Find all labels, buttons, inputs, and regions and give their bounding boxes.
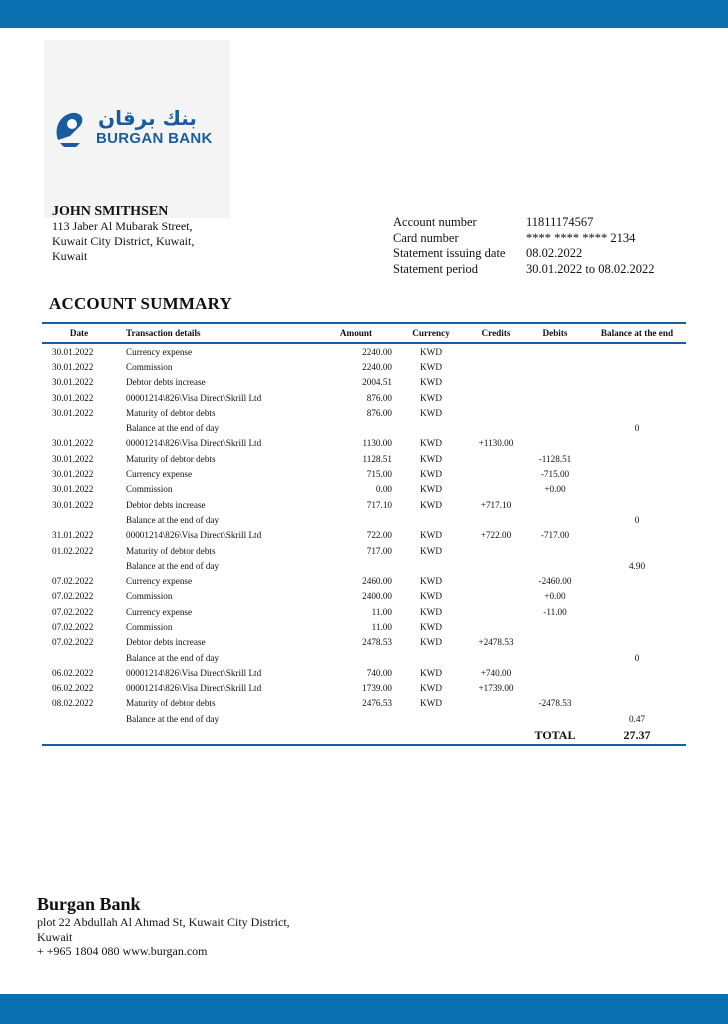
statement-date-label: Statement issuing date bbox=[393, 246, 506, 260]
burgan-bank-logo bbox=[52, 108, 224, 152]
table-row bbox=[42, 451, 686, 466]
cell-details: Debtor debts increase bbox=[126, 499, 206, 510]
cell-balance bbox=[588, 359, 686, 374]
cell-amount: 2478.53 bbox=[362, 637, 392, 648]
footer-bank-name: Burgan Bank bbox=[37, 894, 141, 914]
cell-date: 30.01.2022 bbox=[52, 407, 94, 418]
cell-date: 30.01.2022 bbox=[52, 377, 94, 388]
cell-debit bbox=[522, 650, 588, 665]
cell-currency bbox=[392, 512, 470, 527]
table-row bbox=[42, 696, 686, 711]
cell-date: 06.02.2022 bbox=[52, 667, 94, 678]
cell-balance: 4.90 bbox=[628, 560, 646, 571]
cell-details: Commission bbox=[126, 361, 173, 372]
cell-currency: KWD bbox=[420, 392, 442, 403]
cell-balance bbox=[588, 696, 686, 711]
cell-amount: 11.00 bbox=[371, 606, 392, 617]
cell-details: Balance at the end of day bbox=[126, 514, 220, 525]
cell-currency bbox=[392, 650, 470, 665]
cell-date: 01.02.2022 bbox=[52, 545, 94, 556]
cell-date: 07.02.2022 bbox=[52, 606, 94, 617]
cell-currency: KWD bbox=[420, 407, 442, 418]
cell-amount: 2004.51 bbox=[362, 377, 392, 388]
statement-date-value: 08.02.2022 bbox=[526, 246, 583, 260]
cell-balance bbox=[588, 466, 686, 481]
footer-block bbox=[37, 893, 290, 959]
cell-credit bbox=[470, 466, 522, 481]
cell-currency: KWD bbox=[420, 469, 442, 480]
cell-credit bbox=[470, 543, 522, 558]
account-info-block bbox=[393, 215, 654, 277]
cell-amount: 2460.00 bbox=[362, 576, 392, 587]
table-row bbox=[42, 681, 686, 696]
table-row bbox=[42, 482, 686, 497]
column-header: Currency bbox=[392, 323, 470, 343]
cell-debit bbox=[522, 420, 588, 435]
cell-balance bbox=[588, 604, 686, 619]
cell-balance bbox=[588, 343, 686, 359]
cell-details: 00001214\826\Visa Direct\Skrill Ltd bbox=[126, 667, 262, 678]
logo-arabic-text: بنك برقان bbox=[98, 106, 197, 130]
footer-address-line: plot 22 Abdullah Al Ahmad St, Kuwait City District, bbox=[37, 915, 290, 929]
cell-amount: 1739.00 bbox=[362, 683, 392, 694]
table-row bbox=[42, 558, 686, 573]
cell-debit: -2460.00 bbox=[538, 576, 572, 587]
table-row bbox=[42, 543, 686, 558]
cell-currency bbox=[392, 558, 470, 573]
cell-currency: KWD bbox=[420, 606, 442, 617]
cell-details: 00001214\826\Visa Direct\Skrill Ltd bbox=[126, 392, 262, 403]
cell-details: Maturity of debtor debts bbox=[126, 407, 216, 418]
account-number-value: 11811174567 bbox=[526, 215, 594, 229]
cell-balance bbox=[588, 528, 686, 543]
cell-amount bbox=[320, 650, 392, 665]
cell-credit bbox=[470, 405, 522, 420]
customer-address-block bbox=[52, 204, 194, 264]
cell-details: Commission bbox=[126, 621, 173, 632]
cell-credit: +722.00 bbox=[480, 530, 512, 541]
cell-date: 30.01.2022 bbox=[52, 361, 94, 372]
cell-amount: 876.00 bbox=[366, 392, 392, 403]
cell-currency: KWD bbox=[420, 377, 442, 388]
table-row bbox=[42, 420, 686, 435]
cell-amount: 0.00 bbox=[375, 484, 392, 495]
statement-period-label: Statement period bbox=[393, 261, 479, 276]
cell-credit bbox=[470, 604, 522, 619]
cell-amount: 2240.00 bbox=[362, 346, 392, 357]
cell-debit bbox=[522, 390, 588, 405]
cell-debit bbox=[522, 436, 588, 451]
cell-credit: +1739.00 bbox=[478, 683, 514, 694]
cell-details: Maturity of debtor debts bbox=[126, 545, 216, 556]
cell-currency: KWD bbox=[420, 576, 442, 587]
table-row bbox=[42, 711, 686, 726]
cell-date bbox=[42, 558, 116, 573]
statement-period-row bbox=[393, 262, 654, 278]
cell-details: Currency expense bbox=[126, 346, 193, 357]
cell-credit bbox=[470, 573, 522, 588]
cell-debit bbox=[522, 512, 588, 527]
cell-credit bbox=[470, 420, 522, 435]
cell-balance: 0 bbox=[634, 514, 640, 525]
cell-details: Debtor debts increase bbox=[126, 637, 206, 648]
cell-amount: 1130.00 bbox=[362, 438, 392, 449]
cell-balance bbox=[588, 405, 686, 420]
cell-date: 07.02.2022 bbox=[52, 591, 94, 602]
cell-credit bbox=[470, 375, 522, 390]
cell-credit bbox=[470, 451, 522, 466]
cell-date: 07.02.2022 bbox=[52, 637, 94, 648]
cell-debit: -2478.53 bbox=[538, 698, 572, 709]
cell-details: Currency expense bbox=[126, 606, 193, 617]
cell-amount bbox=[320, 512, 392, 527]
address-line: Kuwait bbox=[52, 249, 88, 263]
transactions-table bbox=[42, 322, 686, 746]
cell-details: Maturity of debtor debts bbox=[126, 698, 216, 709]
cell-currency: KWD bbox=[420, 453, 442, 464]
table-row bbox=[42, 390, 686, 405]
cell-date: 30.01.2022 bbox=[52, 346, 94, 357]
cell-amount: 2400.00 bbox=[362, 591, 392, 602]
cell-date: 30.01.2022 bbox=[52, 453, 94, 464]
column-header: Amount bbox=[320, 323, 392, 343]
cell-balance bbox=[588, 589, 686, 604]
bottom-color-bar bbox=[0, 994, 728, 1024]
cell-date: 30.01.2022 bbox=[52, 484, 94, 495]
cell-debit: -717.00 bbox=[540, 530, 570, 541]
cell-credit: +2478.53 bbox=[478, 637, 514, 648]
table-row bbox=[42, 405, 686, 420]
cell-credit bbox=[470, 696, 522, 711]
cell-currency: KWD bbox=[420, 484, 442, 495]
table-row bbox=[42, 512, 686, 527]
page-title: ACCOUNT SUMMARY bbox=[49, 294, 232, 313]
cell-credit bbox=[470, 589, 522, 604]
cell-date bbox=[42, 512, 116, 527]
footer-contact: + +965 1804 080 www.burgan.com bbox=[37, 944, 208, 958]
cell-credit bbox=[470, 390, 522, 405]
table-row bbox=[42, 343, 686, 359]
logo-english-text: BURGAN BANK bbox=[96, 130, 213, 147]
cell-amount: 722.00 bbox=[366, 530, 392, 541]
cell-amount bbox=[320, 711, 392, 726]
table-row bbox=[42, 604, 686, 619]
cell-amount: 2240.00 bbox=[362, 361, 392, 372]
cell-balance bbox=[588, 665, 686, 680]
cell-currency: KWD bbox=[420, 438, 442, 449]
cell-details: Debtor debts increase bbox=[126, 377, 206, 388]
cell-date: 30.01.2022 bbox=[52, 438, 94, 449]
column-header: Balance at the end bbox=[588, 323, 686, 343]
cell-amount bbox=[320, 420, 392, 435]
cell-details: 00001214\826\Visa Direct\Skrill Ltd bbox=[126, 438, 262, 449]
cell-credit bbox=[470, 482, 522, 497]
cell-details: 00001214\826\Visa Direct\Skrill Ltd bbox=[126, 683, 262, 694]
table-row bbox=[42, 665, 686, 680]
column-header: Transaction details bbox=[116, 323, 320, 343]
cell-amount: 740.00 bbox=[366, 667, 392, 678]
cell-details: Balance at the end of day bbox=[126, 560, 220, 571]
column-header: Debits bbox=[522, 323, 588, 343]
cell-credit bbox=[470, 359, 522, 374]
cell-amount: 2476.53 bbox=[362, 698, 392, 709]
cell-amount: 11.00 bbox=[371, 621, 392, 632]
cell-debit bbox=[522, 359, 588, 374]
total-value: 27.37 bbox=[588, 726, 686, 745]
cell-credit: +717.10 bbox=[480, 499, 512, 510]
cell-debit bbox=[522, 558, 588, 573]
cell-details: Commission bbox=[126, 591, 173, 602]
cell-debit bbox=[522, 405, 588, 420]
cell-debit: +0.00 bbox=[544, 484, 566, 495]
cell-debit bbox=[522, 343, 588, 359]
bank-emblem-icon bbox=[52, 110, 86, 148]
cell-credit bbox=[470, 343, 522, 359]
cell-details: Balance at the end of day bbox=[126, 652, 220, 663]
cell-debit bbox=[522, 665, 588, 680]
table-row bbox=[42, 589, 686, 604]
cell-date: 07.02.2022 bbox=[52, 576, 94, 587]
account-number-row bbox=[393, 215, 654, 231]
cell-date bbox=[42, 420, 116, 435]
table-row bbox=[42, 466, 686, 481]
cell-balance bbox=[588, 681, 686, 696]
cell-amount bbox=[320, 558, 392, 573]
cell-debit bbox=[522, 681, 588, 696]
cell-credit bbox=[470, 650, 522, 665]
logo-panel bbox=[44, 40, 230, 218]
total-label: TOTAL bbox=[522, 726, 588, 745]
cell-debit bbox=[522, 497, 588, 512]
cell-currency: KWD bbox=[420, 683, 442, 694]
cell-currency: KWD bbox=[420, 346, 442, 357]
cell-debit bbox=[522, 635, 588, 650]
cell-amount: 717.00 bbox=[366, 545, 392, 556]
cell-currency: KWD bbox=[420, 545, 442, 556]
cell-date: 08.02.2022 bbox=[52, 698, 94, 709]
cell-debit bbox=[522, 543, 588, 558]
cell-debit: -715.00 bbox=[540, 469, 570, 480]
cell-details: Currency expense bbox=[126, 576, 193, 587]
cell-currency: KWD bbox=[420, 698, 442, 709]
cell-credit bbox=[470, 558, 522, 573]
cell-date: 07.02.2022 bbox=[52, 621, 94, 632]
footer-address-line: Kuwait bbox=[37, 929, 73, 944]
cell-details: 00001214\826\Visa Direct\Skrill Ltd bbox=[126, 530, 262, 541]
cell-details: Balance at the end of day bbox=[126, 713, 220, 724]
cell-amount: 715.00 bbox=[366, 469, 392, 480]
cell-balance bbox=[588, 451, 686, 466]
cell-currency: KWD bbox=[420, 621, 442, 632]
account-number-label: Account number bbox=[393, 215, 477, 229]
cell-debit: +0.00 bbox=[544, 591, 566, 602]
cell-balance bbox=[588, 573, 686, 588]
cell-credit: +1130.00 bbox=[478, 438, 514, 449]
table-row bbox=[42, 375, 686, 390]
column-header: Date bbox=[42, 323, 116, 343]
cell-currency: KWD bbox=[420, 667, 442, 678]
cell-currency: KWD bbox=[420, 591, 442, 602]
cell-credit bbox=[470, 711, 522, 726]
cell-amount: 717.10 bbox=[366, 499, 392, 510]
cell-amount: 1128.51 bbox=[362, 453, 392, 464]
cell-credit: +740.00 bbox=[480, 667, 512, 678]
cell-amount: 876.00 bbox=[366, 407, 392, 418]
table-row bbox=[42, 650, 686, 665]
total-row bbox=[42, 726, 686, 745]
cell-currency: KWD bbox=[420, 637, 442, 648]
cell-balance: 0.47 bbox=[628, 713, 646, 724]
cell-balance: 0 bbox=[634, 423, 640, 434]
cell-debit: -11.00 bbox=[543, 606, 567, 617]
cell-date: 30.01.2022 bbox=[52, 499, 94, 510]
cell-currency: KWD bbox=[420, 361, 442, 372]
top-color-bar bbox=[0, 0, 728, 28]
cell-details: Maturity of debtor debts bbox=[126, 453, 216, 464]
card-number-value: **** **** **** 2134 bbox=[526, 230, 636, 245]
table-row bbox=[42, 573, 686, 588]
cell-debit: -1128.51 bbox=[538, 453, 572, 464]
cell-balance bbox=[588, 375, 686, 390]
cell-balance bbox=[588, 436, 686, 451]
cell-balance bbox=[588, 497, 686, 512]
table-header-row bbox=[42, 323, 686, 343]
cell-balance: 0 bbox=[634, 652, 640, 663]
column-header: Credits bbox=[470, 323, 522, 343]
address-line: 113 Jaber Al Mubarak Street, bbox=[52, 219, 193, 233]
cell-debit bbox=[522, 375, 588, 390]
card-number-label: Card number bbox=[393, 230, 459, 245]
table-row bbox=[42, 359, 686, 374]
cell-currency bbox=[392, 711, 470, 726]
cell-currency: KWD bbox=[420, 530, 442, 541]
address-line: Kuwait City District, Kuwait, bbox=[52, 234, 195, 248]
cell-details: Balance at the end of day bbox=[126, 423, 220, 434]
cell-date: 31.01.2022 bbox=[52, 530, 94, 541]
cell-balance bbox=[588, 482, 686, 497]
cell-credit bbox=[470, 619, 522, 634]
table-row bbox=[42, 619, 686, 634]
table-row bbox=[42, 436, 686, 451]
table-row bbox=[42, 497, 686, 512]
cell-balance bbox=[588, 390, 686, 405]
card-number-row bbox=[393, 231, 654, 247]
statement-date-row bbox=[393, 246, 654, 262]
cell-currency: KWD bbox=[420, 499, 442, 510]
cell-currency bbox=[392, 420, 470, 435]
cell-date bbox=[42, 650, 116, 665]
cell-credit bbox=[470, 512, 522, 527]
cell-date bbox=[42, 711, 116, 726]
cell-debit bbox=[522, 619, 588, 634]
cell-details: Commission bbox=[126, 484, 173, 495]
cell-date: 30.01.2022 bbox=[52, 392, 94, 403]
cell-date: 30.01.2022 bbox=[52, 469, 94, 480]
cell-date: 06.02.2022 bbox=[52, 683, 94, 694]
cell-details: Currency expense bbox=[126, 469, 193, 480]
table-row bbox=[42, 635, 686, 650]
cell-balance bbox=[588, 635, 686, 650]
customer-name: JOHN SMITHSEN bbox=[52, 204, 169, 219]
cell-balance bbox=[588, 619, 686, 634]
table-row bbox=[42, 528, 686, 543]
cell-balance bbox=[588, 543, 686, 558]
cell-debit bbox=[522, 711, 588, 726]
statement-period-value: 30.01.2022 to 08.02.2022 bbox=[526, 261, 655, 276]
